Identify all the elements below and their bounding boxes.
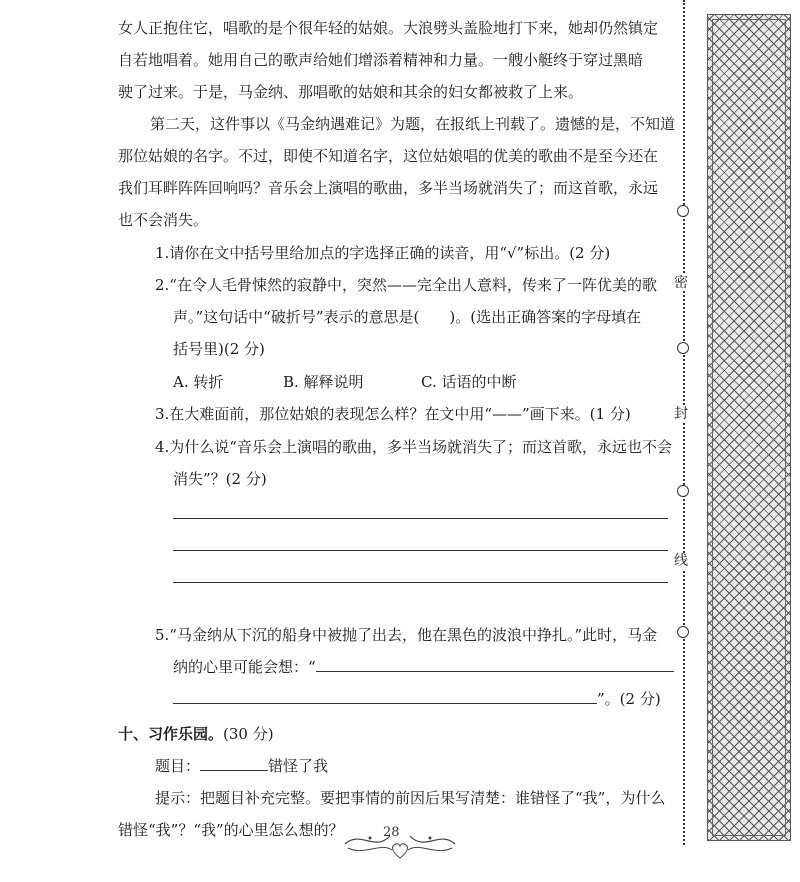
passage-line: 女人正抱住它，唱歌的是个很年轻的姑娘。大浪劈头盖脸地打下来，她却仍然镇定 (118, 19, 659, 37)
question-2-line: 2.“在令人毛骨悚然的寂静中，突然——完全出人意料，传来了一阵优美的歌 (155, 276, 657, 294)
hint-line: 提示：把题目补充完整。要把事情的前因后果写清楚：谁错怪了“我”，为什么 (155, 789, 666, 807)
question-5-text: ”。(2 分) (597, 690, 661, 708)
question-4-line: 4.为什么说“音乐会上演唱的歌曲，多半当场就消失了；而这首歌，永远也不会 (155, 438, 672, 456)
section-title: 十、习作乐园。 (118, 725, 224, 743)
passage-line: 第二天，这件事以《马金纳遇难记》为题，在报纸上刊载了。遗憾的是，不知道 (150, 115, 676, 133)
question-5-line (173, 683, 661, 715)
passage-line: 我们耳畔阵阵回响吗？音乐会上演唱的歌曲，多半当场就消失了；而这首歌，永远 (118, 179, 659, 197)
option-a: A. 转折 (173, 373, 224, 391)
question-5-line (173, 651, 674, 683)
answer-blank[interactable] (316, 657, 674, 672)
binding-circle (677, 342, 689, 354)
page-ornament-icon (340, 822, 460, 860)
hint-line: 错怪“我”？“我”的心里怎么想的？ (118, 821, 344, 839)
question-2-line: 声。”这句话中“破折号”表示的意思是( )。(选出正确答案的字母填在 (173, 308, 642, 326)
essay-title-prefix: 题目： (155, 757, 201, 775)
section-score: (30 分) (223, 725, 274, 743)
binding-char: 密 (674, 275, 688, 291)
question-2-line: 括号里)(2 分) (173, 340, 265, 358)
decorative-border-strip (707, 14, 791, 841)
answer-line[interactable] (173, 518, 668, 519)
question-1: 1.请你在文中括号里给加点的字选择正确的读音，用“√”标出。(2 分) (155, 244, 611, 262)
question-5-text: 纳的心里可能会想：“ (173, 658, 316, 676)
strip-inner-frame (712, 19, 786, 836)
passage-line: 那位姑娘的名字。不过，即使不知道名字，这位姑娘唱的优美的歌曲不是至今还在 (118, 147, 659, 165)
question-5-line: 5.“马金纳从下沉的船身中被抛了出去，他在黑色的波浪中挣扎。”此时，马金 (155, 626, 658, 644)
page-number: 28 (383, 825, 400, 840)
essay-title (155, 750, 328, 782)
passage-line: 自若地唱着。她用自己的歌声给她们增添着精神和力量。一艘小艇终于穿过黑暗 (118, 51, 644, 69)
option-b: B. 解释说明 (283, 373, 364, 391)
binding-circle (677, 205, 689, 217)
binding-char: 封 (674, 406, 688, 422)
answer-blank[interactable] (173, 689, 597, 704)
question-3: 3.在大难面前，那位姑娘的表现怎么样？在文中用“——”画下来。(1 分) (155, 405, 631, 423)
question-4-line: 消失”？(2 分) (173, 470, 267, 488)
essay-title-suffix: 错怪了我 (268, 757, 329, 775)
binding-circle (677, 626, 689, 638)
binding-dotted-line (683, 0, 685, 845)
essay-title-blank[interactable] (200, 756, 268, 771)
option-c: C. 话语的中断 (421, 373, 517, 391)
section-heading (118, 718, 274, 750)
passage-line: 也不会消失。 (118, 211, 209, 229)
answer-line[interactable] (173, 550, 668, 551)
binding-char: 线 (674, 553, 688, 569)
binding-circle (677, 485, 689, 497)
passage-line: 驶了过来。于是，马金纳、那唱歌的姑娘和其余的妇女都被救了上来。 (118, 83, 584, 101)
answer-line[interactable] (173, 582, 668, 583)
passage (118, 12, 676, 236)
